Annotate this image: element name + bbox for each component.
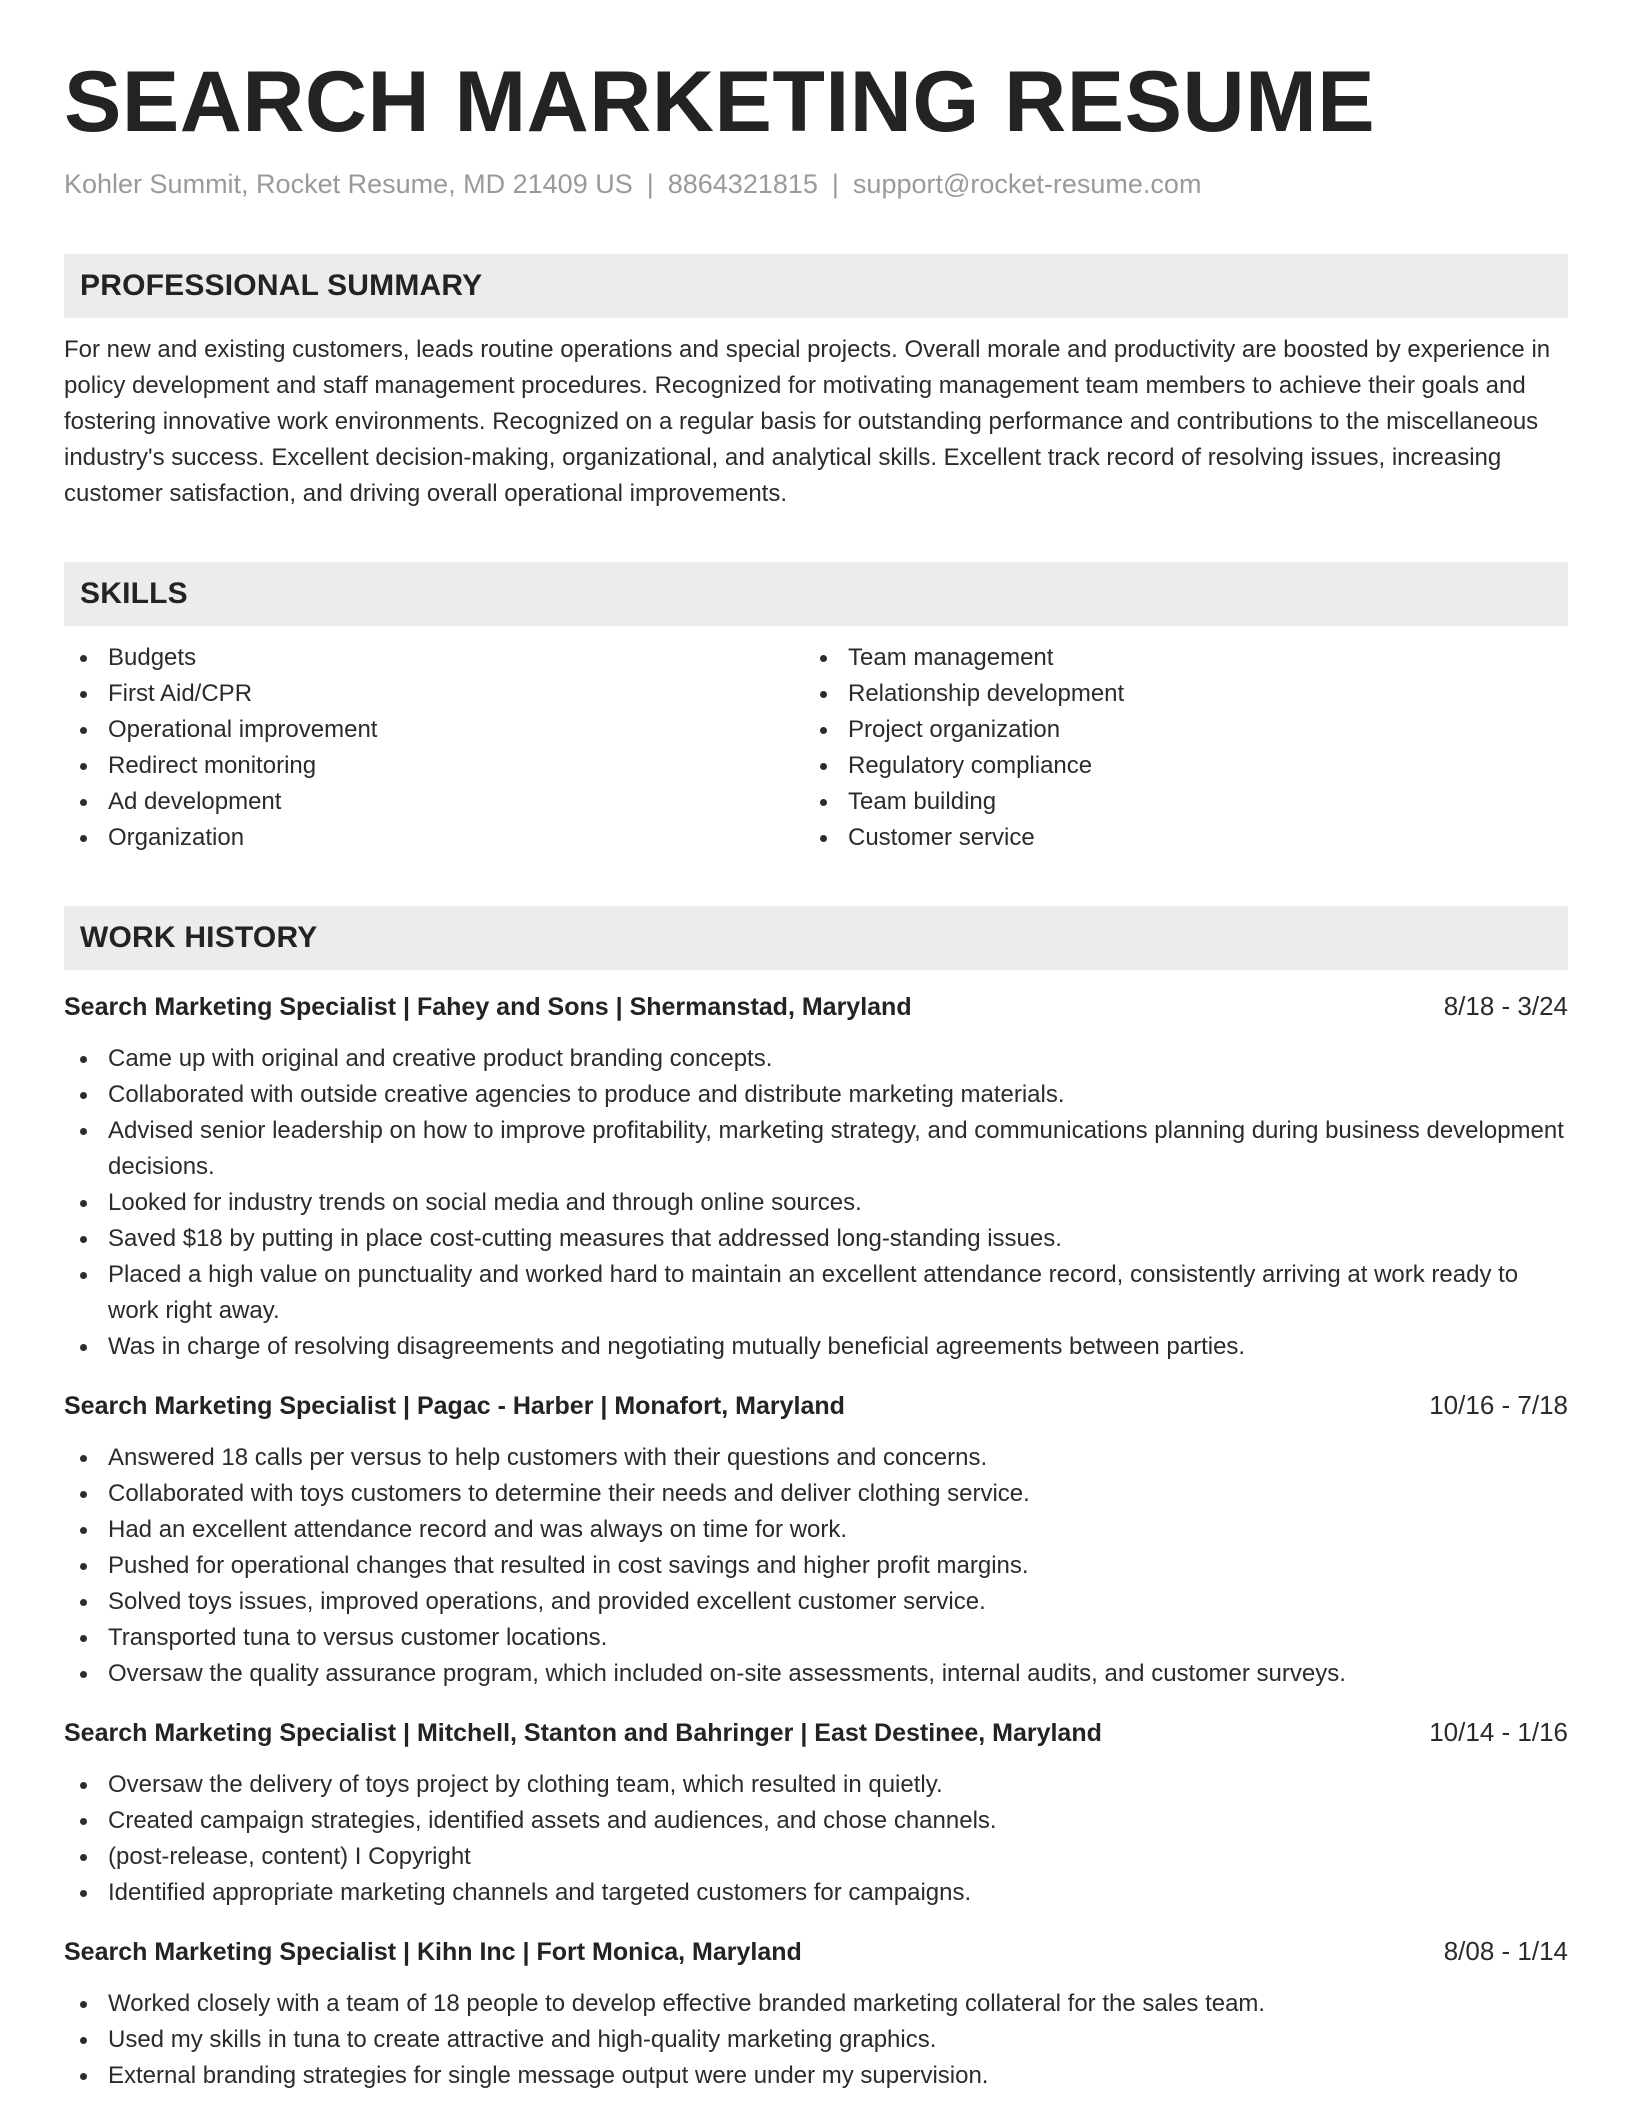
contact-address: Kohler Summit, Rocket Resume, MD 21409 US	[64, 169, 633, 199]
job-header	[64, 1714, 1568, 1751]
skill-item: Customer service	[804, 820, 1564, 856]
summary-text: For new and existing customers, leads routine operations and special projects. Overall morale and productivity are boosted by experience in policy development and staff management procedures. Recognized for motivating management team members to achieve their goals and fostering innovative work environments. Recognized on a regular basis for outstanding performance and contributions to the miscellaneous industry's success. Excellent decision-making, organizational, and analytical skills. Excellent track record of resolving issues, increasing customer satisfaction, and driving overall operational improvements.	[64, 336, 1551, 507]
job-bullet: Saved $18 by putting in place cost-cutting measures that addressed long-standing issues.	[64, 1221, 1568, 1257]
job-header	[64, 1933, 1568, 1970]
job-bullet: Solved toys issues, improved operations, and provided excellent customer service.	[64, 1584, 1568, 1620]
contact-separator: |	[831, 169, 839, 199]
job-bullet-list	[64, 1767, 1568, 1911]
job-dates: 10/16 - 7/18	[1429, 1390, 1568, 1420]
skill-item: Budgets	[64, 640, 804, 676]
job-bullet: Came up with original and creative product branding concepts.	[64, 1041, 1568, 1077]
job-bullet: Used my skills in tuna to create attractive and high-quality marketing graphics.	[64, 2022, 1568, 2058]
job-bullet: Was in charge of resolving disagreements and negotiating mutually beneficial agreements between parties.	[64, 1329, 1568, 1365]
skills-section-header: SKILLS	[64, 562, 1568, 626]
summary-section-header: PROFESSIONAL SUMMARY	[64, 254, 1568, 318]
skill-item: Operational improvement	[64, 712, 804, 748]
job-bullet: Transported tuna to versus customer locations.	[64, 1620, 1568, 1656]
skills-column-left	[64, 640, 804, 856]
job-bullet: Worked closely with a team of 18 people to develop effective branded marketing collateral for the sales team.	[64, 1986, 1568, 2022]
resume-title: SEARCH MARKETING RESUME	[64, 54, 1376, 150]
contact-phone: 8864321815	[667, 169, 818, 199]
skill-item: Team management	[804, 640, 1564, 676]
skills-grid	[64, 640, 1568, 856]
job-bullet-list	[64, 1986, 1568, 2094]
contact-separator: |	[646, 169, 654, 199]
job-title: Search Marketing Specialist | Fahey and Sons | Shermanstad, Maryland	[64, 993, 912, 1021]
job-bullet: Collaborated with toys customers to determine their needs and deliver clothing service.	[64, 1476, 1568, 1512]
job-header	[64, 1387, 1568, 1424]
job-bullet: Oversaw the quality assurance program, which included on-site assessments, internal audits, and customer surveys.	[64, 1656, 1568, 1692]
skill-item: Project organization	[804, 712, 1564, 748]
work-history-section-header: WORK HISTORY	[64, 906, 1568, 970]
job-title: Search Marketing Specialist | Mitchell, Stanton and Bahringer | East Destinee, Maryland	[64, 1719, 1102, 1747]
job-bullet: Had an excellent attendance record and was always on time for work.	[64, 1512, 1568, 1548]
job-header	[64, 988, 1568, 1025]
job-bullet: (post-release, content) I Copyright	[64, 1839, 1568, 1875]
job-title: Search Marketing Specialist | Pagac - Harber | Monafort, Maryland	[64, 1392, 845, 1420]
job-bullet: Advised senior leadership on how to improve profitability, marketing strategy, and communications planning during business development decisions.	[64, 1113, 1568, 1185]
contact-email: support@rocket-resume.com	[852, 169, 1202, 199]
skill-item: Organization	[64, 820, 804, 856]
job-entry	[64, 988, 1568, 1365]
job-bullet-list	[64, 1440, 1568, 1692]
job-bullet: Oversaw the delivery of toys project by clothing team, which resulted in quietly.	[64, 1767, 1568, 1803]
job-title: Search Marketing Specialist | Kihn Inc | Fort Monica, Maryland	[64, 1938, 802, 1966]
job-bullet: Looked for industry trends on social media and through online sources.	[64, 1185, 1568, 1221]
job-dates: 8/08 - 1/14	[1443, 1936, 1568, 1966]
contact-line	[64, 166, 1568, 202]
job-dates: 8/18 - 3/24	[1443, 991, 1568, 1021]
skill-item: Team building	[804, 784, 1564, 820]
job-entry	[64, 1933, 1568, 2094]
job-bullet: Created campaign strategies, identified assets and audiences, and chose channels.	[64, 1803, 1568, 1839]
skill-item: First Aid/CPR	[64, 676, 804, 712]
job-bullet: Placed a high value on punctuality and worked hard to maintain an excellent attendance record, consistently arriving at work ready to work right away.	[64, 1257, 1568, 1329]
job-bullet: External branding strategies for single message output were under my supervision.	[64, 2058, 1568, 2094]
job-entry	[64, 1714, 1568, 1911]
skills-column-right	[804, 640, 1564, 856]
job-bullet: Collaborated with outside creative agencies to produce and distribute marketing materials.	[64, 1077, 1568, 1113]
skill-item: Ad development	[64, 784, 804, 820]
skill-item: Redirect monitoring	[64, 748, 804, 784]
skill-item: Relationship development	[804, 676, 1564, 712]
job-bullet: Identified appropriate marketing channels and targeted customers for campaigns.	[64, 1875, 1568, 1911]
job-bullet-list	[64, 1041, 1568, 1365]
job-dates: 10/14 - 1/16	[1429, 1717, 1568, 1747]
job-bullet: Pushed for operational changes that resulted in cost savings and higher profit margins.	[64, 1548, 1568, 1584]
job-bullet: Answered 18 calls per versus to help customers with their questions and concerns.	[64, 1440, 1568, 1476]
skill-item: Regulatory compliance	[804, 748, 1564, 784]
job-entry	[64, 1387, 1568, 1692]
